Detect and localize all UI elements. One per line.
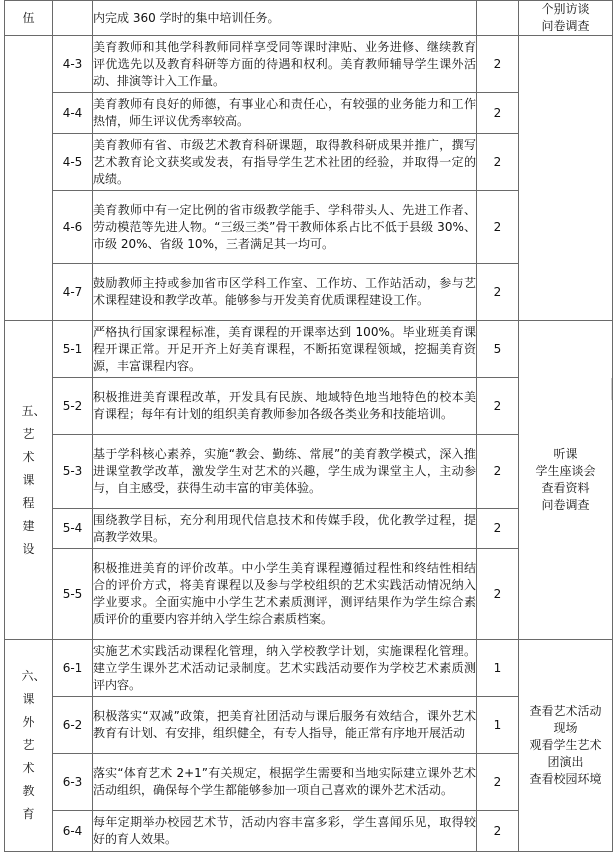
code-cell: 6-4 [53, 811, 93, 852]
section-title: 五、艺术课程建设 [21, 403, 46, 556]
criteria-text: 基于学科核心素养，实施“教会、勤练、常展”的美育教学模式，深入推进课堂教学改革，激发学生对艺术的兴趣，学生成为课堂主人，主动参与，自主感受，获得生动丰富的审美体验。 [93, 435, 477, 509]
code-cell: 5-1 [53, 321, 93, 378]
score-cell: 2 [477, 435, 519, 509]
score-cell: 2 [477, 36, 519, 93]
method-cell: 听课 学生座谈会 查看资料 问卷调查 [519, 321, 613, 640]
score-cell: 1 [477, 640, 519, 697]
score-cell: 2 [477, 509, 519, 549]
score-cell: 5 [477, 321, 519, 378]
criteria-text: 落实“体育艺术 2+1”有关规定，根据学生需要和当地实际建立课外艺术活动组织，确保每个学生都能够参加一项自己喜欢的课外艺术活动。 [93, 754, 477, 811]
section-title: 六、课外艺术教育 [21, 669, 46, 821]
criteria-text: 严格执行国家课程标准，美育课程的开课率达到 100%。毕业班美育课程开课正常。开足开齐上好美育课程，不断拓宽课程领域，挖掘美育资源，丰富课程内容。 [93, 321, 477, 378]
code-cell: 4-3 [53, 36, 93, 93]
code-cell: 4-7 [53, 264, 93, 321]
section-title: 伍 [22, 10, 35, 25]
code-cell: 4-6 [53, 191, 93, 264]
scroll-edge-marker [611, 378, 616, 400]
score-cell: 2 [477, 264, 519, 321]
evaluation-table [4, 0, 613, 852]
code-cell: 6-1 [53, 640, 93, 697]
code-cell: 5-2 [53, 378, 93, 435]
section-title-cell [5, 36, 53, 321]
criteria-text: 美育教师中有一定比例的省市级教学能手、学科带头人、先进工作者、劳动模范等先进人物。“三级三类”骨干教师体系占比不低于县级 30%、市级 20%、省级 10%，三者满足其一均可。 [93, 191, 477, 264]
score-cell: 2 [477, 549, 519, 640]
code-cell: 4-4 [53, 93, 93, 134]
criteria-text: 每年定期举办校园艺术节，活动内容丰富多彩，学生喜闻乐见，取得较好的育人效果。 [93, 811, 477, 852]
criteria-text: 积极落实“双减”政策，把美育社团活动与课后服务有效结合，课外艺术教育有计划、有安排，组织健全，有专人指导，能正常有序地开展活动 [93, 697, 477, 754]
section-title-cell [5, 1, 53, 36]
score-cell: 2 [477, 134, 519, 191]
criteria-text: 内完成 360 学时的集中培训任务。 [93, 1, 477, 36]
score-cell: 2 [477, 811, 519, 852]
table-row [5, 321, 613, 378]
code-cell: 4-5 [53, 134, 93, 191]
code-cell: 5-3 [53, 435, 93, 509]
section-title-cell [5, 640, 53, 852]
score-cell: 1 [477, 697, 519, 754]
table-row [5, 36, 613, 93]
code-cell: 5-5 [53, 549, 93, 640]
criteria-text: 围绕教学目标，充分利用现代信息技术和传媒手段，优化教学过程，提高教学效果。 [93, 509, 477, 549]
code-cell: 6-2 [53, 697, 93, 754]
score-cell: 2 [477, 378, 519, 435]
table-row [5, 640, 613, 697]
criteria-text: 实施艺术实践活动课程化管理，纳入学校教学计划，实施课程化管理。建立学生课外艺术活动记录制度。艺术实践活动要作为学校艺术素质测评内容。 [93, 640, 477, 697]
method-cell: 个别访谈 问卷调查 [519, 1, 613, 36]
method-cell [519, 36, 613, 321]
score-cell: 2 [477, 191, 519, 264]
criteria-text: 美育教师和其他学科教师同样享受同等课时津贴、业务进修、继续教育评优选先以及教育科研等方面的待遇和权利。美育教师辅导学生课外活动、排演等计入工作量。 [93, 36, 477, 93]
code-cell [53, 1, 93, 36]
section-title-cell [5, 321, 53, 640]
criteria-text: 美育教师有良好的师德，有事业心和责任心，有较强的业务能力和工作热情，师生评议优秀率较高。 [93, 93, 477, 134]
criteria-text: 积极推进美育课程改革，开发具有民族、地域特色地当地特色的校本美育课程；每年有计划的组织美育教师参加各级各类业务和技能培训。 [93, 378, 477, 435]
code-cell: 5-4 [53, 509, 93, 549]
score-cell [477, 1, 519, 36]
score-cell: 2 [477, 93, 519, 134]
criteria-text: 美育教师有省、市级艺术教育科研课题，取得教科研成果并推广，撰写艺术教育论文获奖或发表，有指导学生艺术社团的经验，并取得一定的成绩。 [93, 134, 477, 191]
criteria-text: 鼓励教师主持或参加省市区学科工作室、工作坊、工作站活动，参与艺术课程建设和教学改革。能够参与开发美育优质课程建设工作。 [93, 264, 477, 321]
code-cell: 6-3 [53, 754, 93, 811]
method-cell: 查看艺术活动 现场 观看学生艺术 团演出 查看校园环境 [519, 640, 613, 852]
criteria-text: 积极推进美育的评价改革。中小学生美育课程遵循过程性和终结性相结合的评价方式，将美育课程以及参与学校组织的艺术实践活动情况纳入学业要求。全面实施中小学生艺术素质测评，测评结果作为学生综合素质评价的重要内容并纳入学生综合素质档案。 [93, 549, 477, 640]
score-cell: 2 [477, 754, 519, 811]
table-row [5, 1, 613, 36]
